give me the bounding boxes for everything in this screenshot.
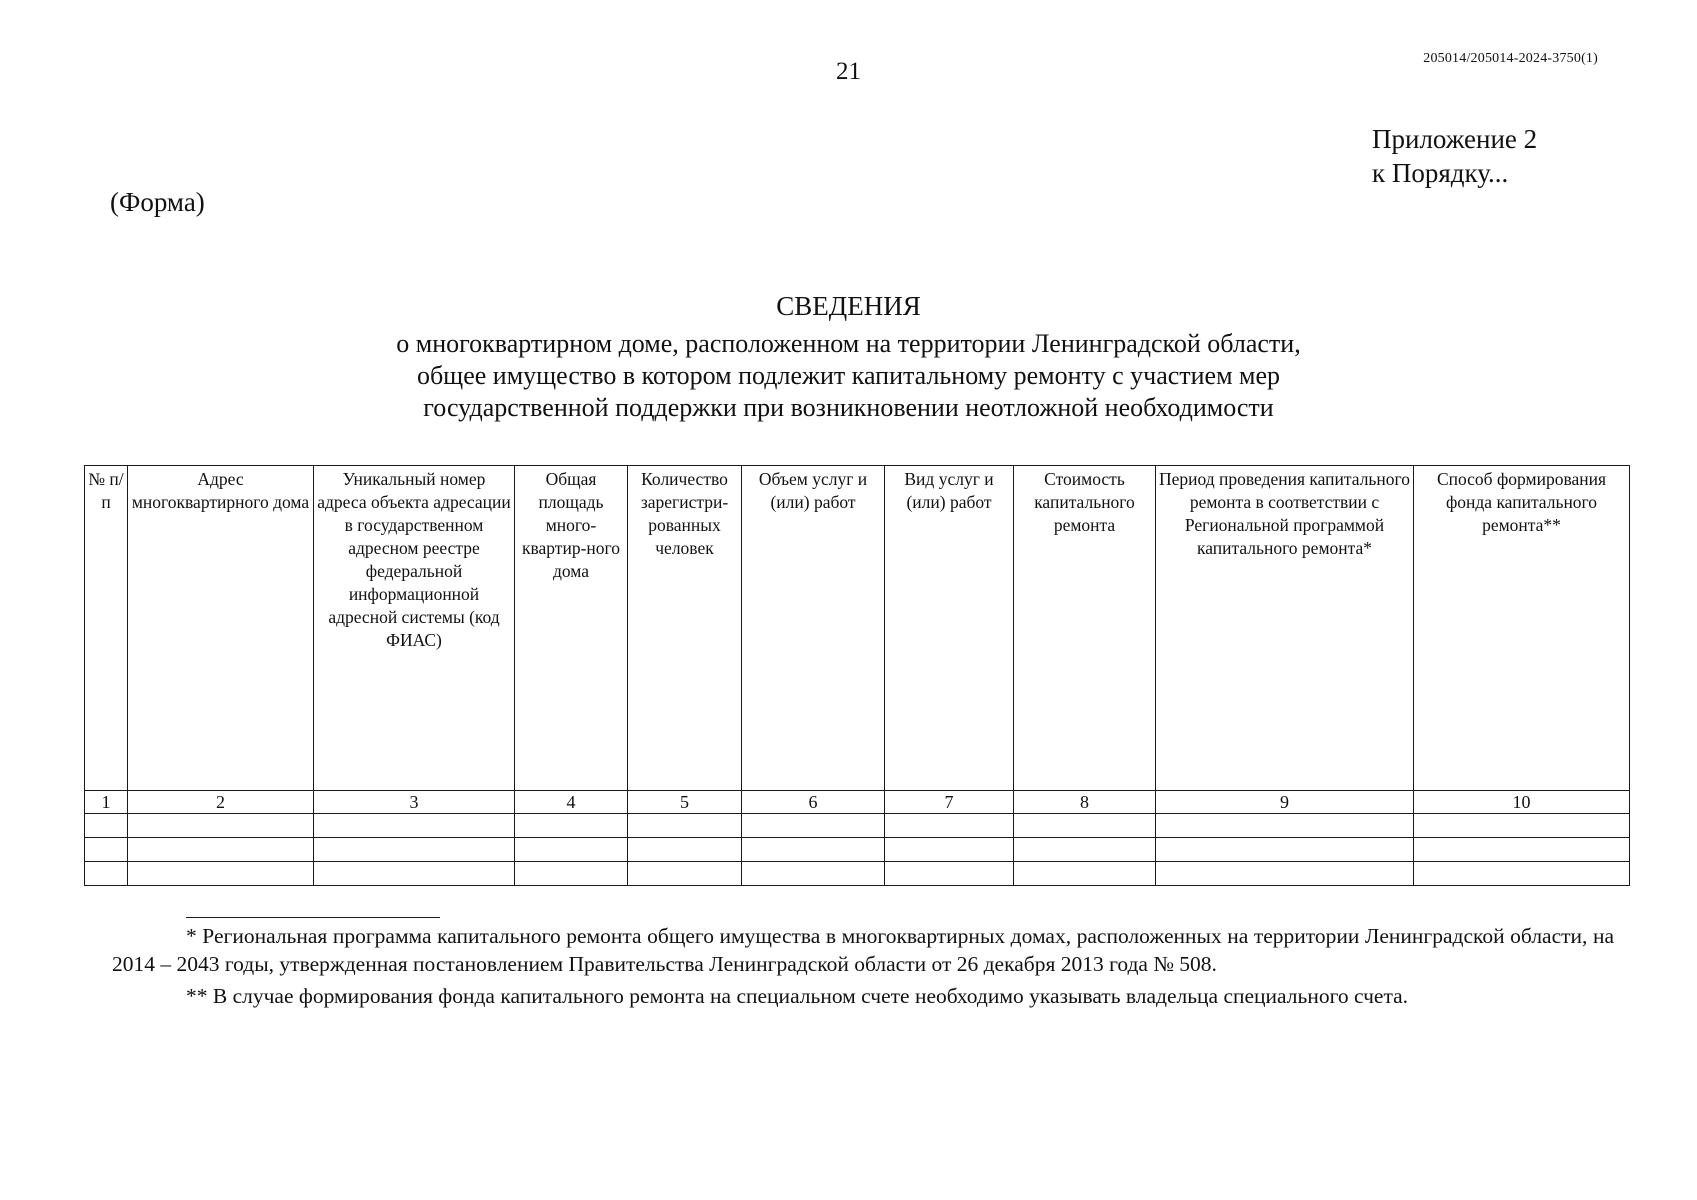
column-number: 4	[515, 791, 628, 814]
table-cell	[515, 814, 628, 838]
page-number: 21	[836, 58, 861, 85]
column-number: 2	[128, 791, 314, 814]
table-cell	[1014, 838, 1156, 862]
document-id: 205014/205014-2024-3750(1)	[1423, 51, 1598, 66]
column-header: Общая площадь много-квартир-ного дома	[515, 466, 628, 791]
column-number: 9	[1156, 791, 1414, 814]
column-number: 6	[742, 791, 885, 814]
table-cell	[1014, 814, 1156, 838]
table-cell	[628, 838, 742, 862]
column-header: Количество зарегистри-рованных человек	[628, 466, 742, 791]
table-cell	[314, 862, 515, 886]
table-cell	[742, 838, 885, 862]
appendix-line-1: Приложение 2	[1372, 124, 1538, 154]
appendix-line-2: к Порядку...	[1372, 158, 1509, 188]
table-cell	[1414, 814, 1630, 838]
column-number: 7	[885, 791, 1014, 814]
form-label: (Форма)	[110, 187, 205, 217]
table-row	[85, 862, 1630, 886]
column-header: Вид услуг и (или) работ	[885, 466, 1014, 791]
footnotes	[112, 922, 1614, 1010]
column-number: 3	[314, 791, 515, 814]
table-cell	[1414, 862, 1630, 886]
document-subtitle	[0, 328, 1697, 424]
column-header: Стоимость капитального ремонта	[1014, 466, 1156, 791]
table-cell	[515, 862, 628, 886]
column-header: Период проведения капитального ремонта в соответствии с Региональной программой капитального ремонта*	[1156, 466, 1414, 791]
table-cell	[314, 838, 515, 862]
table-cell	[128, 862, 314, 886]
footnote-1: * Региональная программа капитального ремонта общего имущества в многоквартирных домах, расположенных на территории Ленинградской области, на 2014 – 2043 годы, утвержденная постановлением Правительства Ленинградской области от 26 декабря 2013 года № 508.	[112, 924, 1614, 976]
column-number: 5	[628, 791, 742, 814]
table-cell	[128, 838, 314, 862]
table-cell	[1014, 862, 1156, 886]
column-header: Способ формирования фонда капитального ремонта**	[1414, 466, 1630, 791]
table-cell	[128, 814, 314, 838]
column-header: № п/п	[85, 466, 128, 791]
subtitle-line-1: о многоквартирном доме, расположенном на территории Ленинградской области,	[396, 329, 1301, 358]
column-number: 10	[1414, 791, 1630, 814]
table-cell	[742, 862, 885, 886]
table-cell	[85, 838, 128, 862]
table-cell	[1156, 862, 1414, 886]
table-cell	[885, 838, 1014, 862]
table-header-row	[85, 466, 1630, 791]
subtitle-line-3: государственной поддержки при возникновении неотложной необходимости	[423, 393, 1274, 422]
column-number: 1	[85, 791, 128, 814]
info-table	[84, 465, 1630, 886]
table-cell	[628, 814, 742, 838]
column-header: Уникальный номер адреса объекта адресации в государственном адресном реестре федеральной информационной адресной системы (код ФИАС)	[314, 466, 515, 791]
column-number: 8	[1014, 791, 1156, 814]
document-title: СВЕДЕНИЯ	[776, 291, 921, 321]
table-cell	[85, 862, 128, 886]
table-cell	[628, 862, 742, 886]
table-cell	[85, 814, 128, 838]
subtitle-line-2: общее имущество в котором подлежит капитальному ремонту с участием мер	[416, 361, 1281, 390]
table-row	[85, 814, 1630, 838]
column-header: Объем услуг и (или) работ	[742, 466, 885, 791]
table-cell	[314, 814, 515, 838]
table-cell	[742, 814, 885, 838]
table-row	[85, 838, 1630, 862]
footnote-2: ** В случае формирования фонда капитального ремонта на специальном счете необходимо указывать владельца специального счета.	[186, 984, 1409, 1008]
appendix-reference	[1372, 122, 1537, 190]
table-cell	[515, 838, 628, 862]
table-cell	[885, 814, 1014, 838]
column-number-row	[85, 791, 1630, 814]
table-cell	[1156, 814, 1414, 838]
table-cell	[1156, 838, 1414, 862]
table-cell	[1414, 838, 1630, 862]
column-header: Адрес многоквартирного дома	[128, 466, 314, 791]
table-cell	[885, 862, 1014, 886]
footnote-divider	[186, 917, 440, 918]
